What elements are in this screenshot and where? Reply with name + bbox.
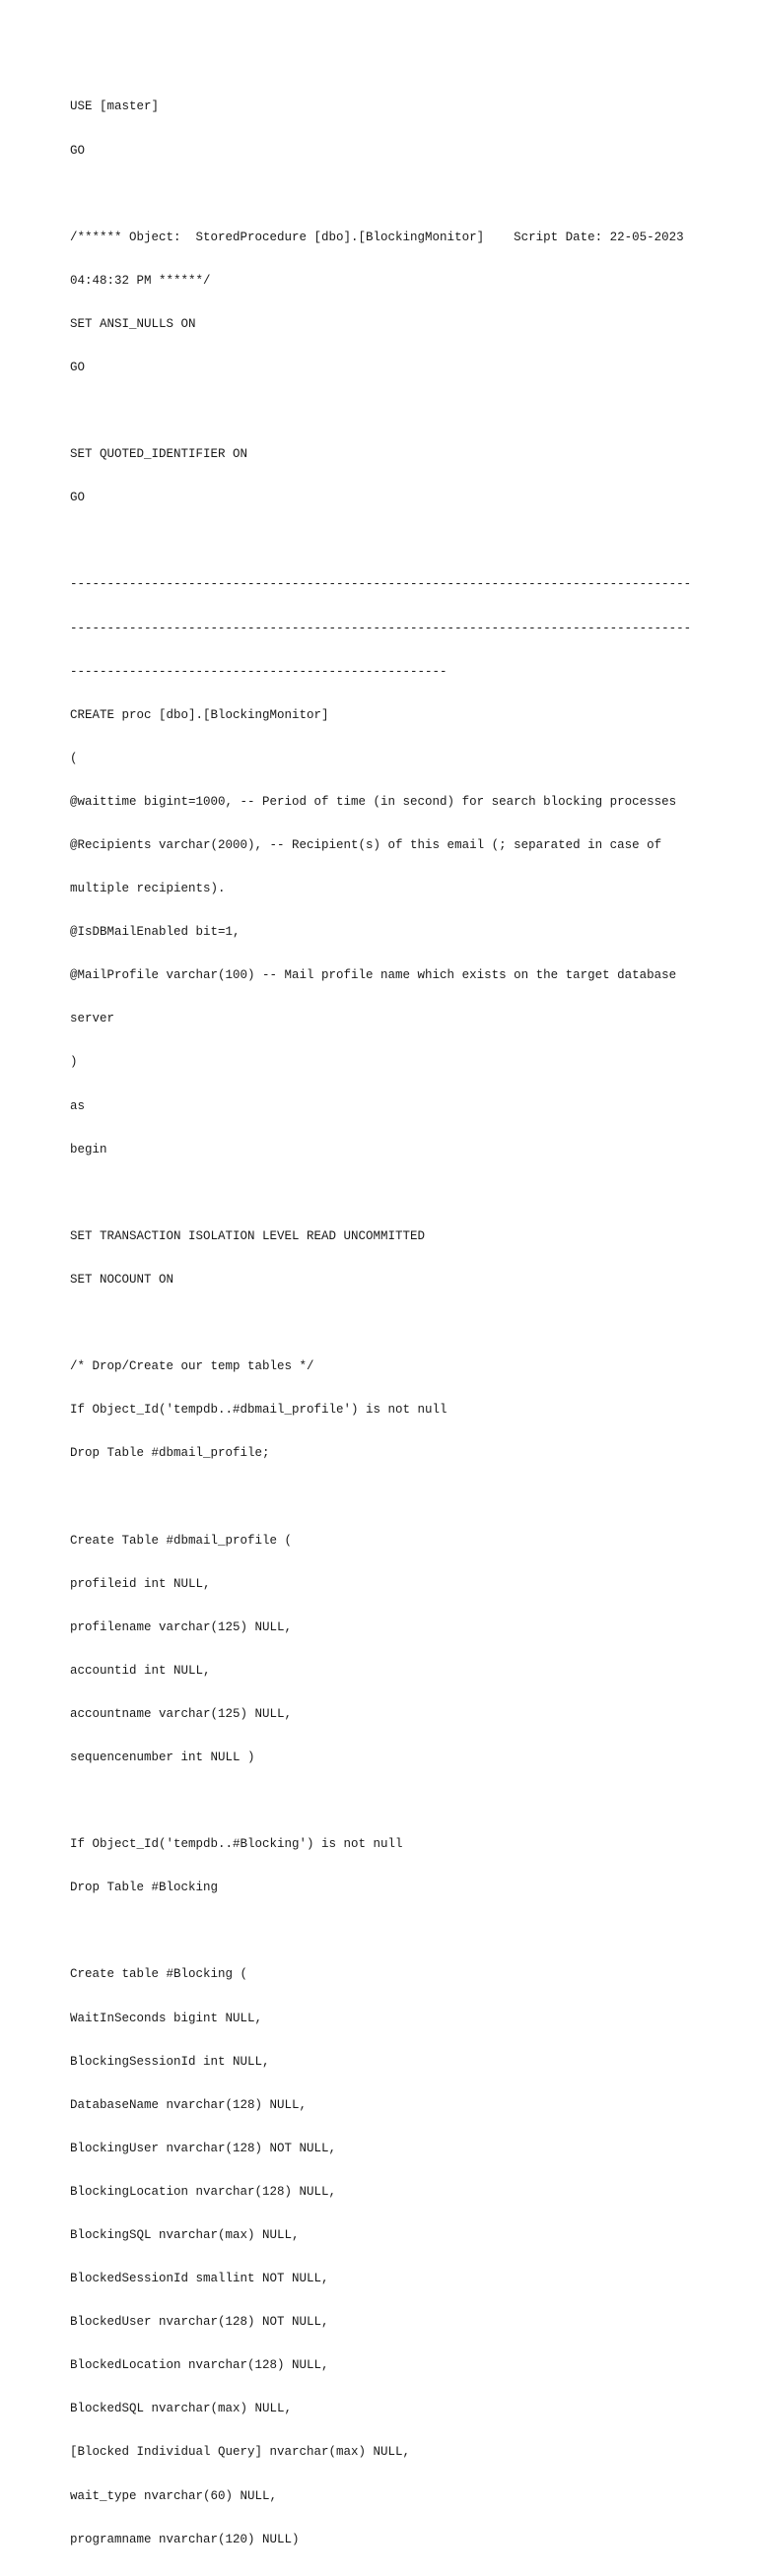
code-line: @waittime bigint=1000, -- Period of time (in second) for search blocking processes bbox=[70, 794, 677, 809]
code-line: sequencenumber int NULL ) bbox=[70, 1750, 255, 1764]
code-line: BlockedSessionId smallint NOT NULL, bbox=[70, 2272, 329, 2286]
code-line: BlockingSQL nvarchar(max) NULL, bbox=[70, 2228, 300, 2242]
code-line bbox=[70, 187, 701, 202]
code-line: BlockingSessionId int NULL, bbox=[70, 2054, 270, 2069]
code-line: SET TRANSACTION ISOLATION LEVEL READ UNCOMMITTED bbox=[70, 1228, 426, 1243]
code-line: BlockedUser nvarchar(128) NOT NULL, bbox=[70, 2315, 329, 2330]
code-line: Create Table #dbmail_profile ( bbox=[70, 1533, 293, 1548]
code-line bbox=[70, 1489, 701, 1504]
code-line: accountid int NULL, bbox=[70, 1663, 211, 1678]
code-line: 04:48:32 PM ******/ bbox=[70, 273, 211, 288]
code-line: SET QUOTED_IDENTIFIER ON bbox=[70, 447, 248, 462]
code-line: Drop Table #Blocking bbox=[70, 1881, 219, 1895]
code-line: CREATE proc [dbo].[BlockingMonitor] bbox=[70, 707, 329, 722]
sql-code-block bbox=[70, 71, 701, 2576]
separator-line: --------------------------------------------------- bbox=[70, 664, 447, 679]
code-line: @Recipients varchar(2000), -- Recipient(s) of this email (; separated in case of bbox=[70, 838, 662, 852]
code-line bbox=[70, 1316, 701, 1331]
code-line: USE [master] bbox=[70, 99, 160, 114]
code-line: GO bbox=[70, 491, 86, 505]
code-line: begin bbox=[70, 1142, 107, 1156]
code-line: profilename varchar(125) NULL, bbox=[70, 1619, 293, 1634]
code-line: ) bbox=[70, 1055, 78, 1070]
code-line: GO bbox=[70, 143, 86, 158]
code-line: wait_type nvarchar(60) NULL, bbox=[70, 2488, 278, 2503]
code-line: multiple recipients). bbox=[70, 882, 226, 896]
code-line bbox=[70, 1186, 701, 1201]
code-line bbox=[70, 404, 701, 419]
code-line bbox=[70, 1924, 701, 1939]
separator-line: ------------------------------------------------------------------------------------ bbox=[70, 577, 692, 592]
code-line: Drop Table #dbmail_profile; bbox=[70, 1446, 270, 1461]
code-line: GO bbox=[70, 360, 86, 374]
code-line: BlockedSQL nvarchar(max) NULL, bbox=[70, 2402, 293, 2416]
code-line: BlockingLocation nvarchar(128) NULL, bbox=[70, 2184, 337, 2199]
code-line: programname nvarchar(120) NULL) bbox=[70, 2532, 300, 2546]
code-line: If Object_Id('tempdb..#dbmail_profile') is not null bbox=[70, 1403, 447, 1418]
code-line: server bbox=[70, 1012, 115, 1026]
code-line: [Blocked Individual Query] nvarchar(max) NULL, bbox=[70, 2445, 411, 2460]
code-line: SET NOCOUNT ON bbox=[70, 1272, 174, 1287]
code-line: Create table #Blocking ( bbox=[70, 1967, 248, 1982]
code-line: SET ANSI_NULLS ON bbox=[70, 316, 196, 331]
code-line: If Object_Id('tempdb..#Blocking') is not null bbox=[70, 1837, 403, 1852]
code-line: profileid int NULL, bbox=[70, 1576, 211, 1591]
code-line bbox=[70, 1794, 701, 1809]
code-line: BlockingUser nvarchar(128) NOT NULL, bbox=[70, 2141, 337, 2155]
code-line: accountname varchar(125) NULL, bbox=[70, 1706, 293, 1721]
code-line: WaitInSeconds bigint NULL, bbox=[70, 2011, 263, 2025]
code-line bbox=[70, 534, 701, 549]
code-line: as bbox=[70, 1098, 86, 1113]
code-line: BlockedLocation nvarchar(128) NULL, bbox=[70, 2358, 329, 2373]
code-line: /* Drop/Create our temp tables */ bbox=[70, 1359, 314, 1374]
separator-line: ------------------------------------------------------------------------------------ bbox=[70, 621, 692, 635]
code-line: DatabaseName nvarchar(128) NULL, bbox=[70, 2097, 308, 2112]
code-line: ( bbox=[70, 751, 78, 765]
code-line: @MailProfile varchar(100) -- Mail profile name which exists on the target database bbox=[70, 968, 677, 983]
code-line: /****** Object: StoredProcedure [dbo].[BlockingMonitor] Script Date: 22-05-2023 bbox=[70, 230, 684, 244]
code-line: @IsDBMailEnabled bit=1, bbox=[70, 925, 241, 940]
